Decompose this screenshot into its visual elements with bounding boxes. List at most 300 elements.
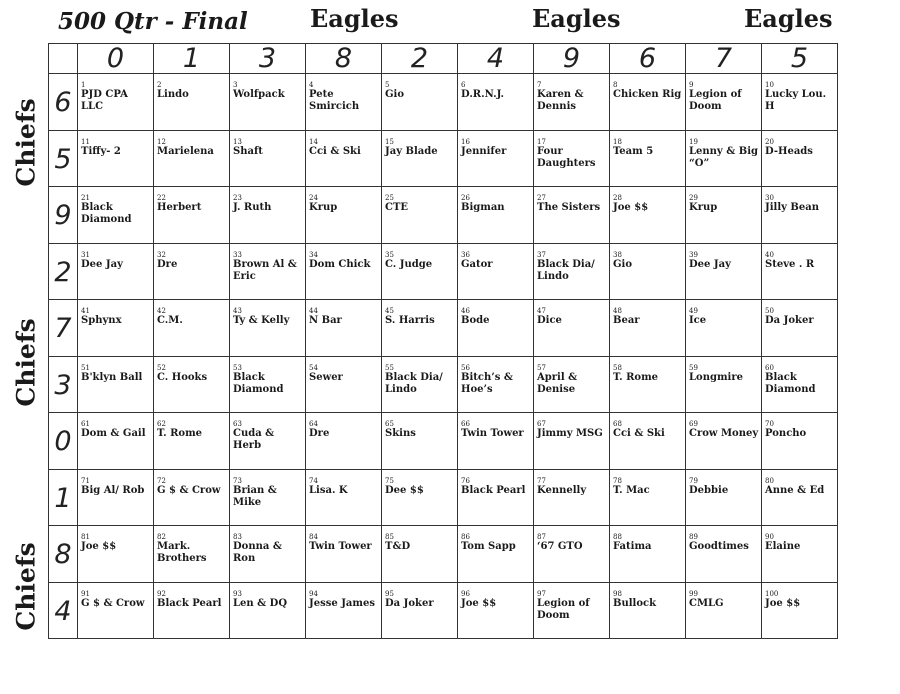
square-number: 75	[385, 476, 394, 485]
square-number: 9	[689, 81, 694, 89]
square-owner-name: C. Hooks	[157, 371, 208, 383]
square-owner-name: Joe $$	[613, 202, 649, 213]
square-number: 86	[461, 533, 470, 541]
square-number: 96	[461, 589, 470, 598]
square-number: 40	[765, 250, 774, 259]
square-number: 66	[461, 420, 470, 428]
square-number: 45	[385, 307, 394, 315]
square-number: 68	[613, 420, 622, 428]
square-number: 8	[613, 81, 618, 89]
square-cell	[686, 74, 762, 131]
square-cell	[458, 413, 534, 470]
square-cell	[230, 582, 306, 639]
square-number: 1	[81, 81, 86, 89]
square-owner-name: CMLG	[689, 597, 724, 609]
square-number: 59	[689, 363, 698, 372]
square-owner-name: T. Rome	[157, 428, 203, 439]
square-number: 13	[233, 137, 242, 146]
square-owner-name: Fatima	[613, 541, 652, 552]
square-number: 57	[537, 363, 546, 372]
square-owner-name: Dee Jay	[81, 258, 123, 270]
square-number: 100	[765, 589, 779, 598]
row-digit: 6	[54, 87, 72, 118]
square-number: 87	[537, 533, 546, 541]
square-cell	[610, 187, 686, 244]
square-owner-name: Poncho	[765, 428, 807, 439]
square-number: 42	[157, 307, 166, 315]
square-owner-name: Gio	[613, 258, 633, 270]
square-cell	[230, 469, 306, 526]
square-cell	[154, 526, 230, 583]
square-owner-name: Cci & Ski	[309, 145, 361, 157]
square-number: 89	[689, 533, 698, 541]
square-cell	[382, 356, 458, 413]
square-number: 10	[765, 81, 774, 89]
column-digit: 1	[154, 44, 230, 74]
grid-row	[49, 187, 838, 244]
square-cell	[610, 413, 686, 470]
row-header-cell	[49, 356, 78, 413]
square-cell	[306, 300, 382, 357]
square-number: 6	[461, 81, 466, 89]
square-cell	[686, 526, 762, 583]
square-number: 19	[689, 137, 698, 146]
square-cell	[534, 300, 610, 357]
square-cell	[686, 130, 762, 187]
square-cell	[610, 469, 686, 526]
square-owner-name: Chicken Rig	[613, 89, 682, 100]
square-number: 2	[157, 81, 162, 89]
square-cell	[686, 356, 762, 413]
square-number: 90	[765, 533, 774, 541]
square-number: 43	[233, 307, 242, 315]
row-digit: 2	[54, 256, 72, 288]
square-number: 41	[81, 307, 90, 315]
column-digit: 7	[686, 44, 762, 74]
square-cell	[762, 356, 838, 413]
square-owner-name: Black Diamond	[765, 371, 816, 395]
square-owner-name: Dom & Gail	[81, 428, 146, 439]
square-owner-name: Shaft	[233, 145, 263, 157]
row-digit: 8	[54, 539, 72, 570]
team-label-side: Chiefs	[11, 98, 41, 187]
square-cell	[78, 469, 154, 526]
square-owner-name: Twin Tower	[309, 541, 372, 552]
square-cell	[154, 130, 230, 187]
square-number: 22	[157, 194, 166, 202]
square-number: 70	[765, 420, 774, 428]
square-owner-name: Mark. Brothers	[157, 541, 207, 564]
square-cell	[534, 413, 610, 470]
square-owner-name: Dice	[537, 315, 562, 326]
square-owner-name: Bullock	[613, 597, 657, 609]
square-owner-name: Four Daughters	[537, 145, 596, 169]
square-owner-name: Bigman	[461, 202, 505, 213]
squares-grid	[48, 43, 838, 639]
square-number: 81	[81, 533, 90, 541]
column-digit: 8	[306, 44, 382, 74]
page-title: 500 Qtr - Final	[58, 8, 248, 35]
column-header-row	[49, 44, 838, 74]
square-cell	[306, 74, 382, 131]
square-cell	[610, 243, 686, 300]
square-cell	[382, 74, 458, 131]
square-cell	[230, 187, 306, 244]
square-cell	[610, 300, 686, 357]
square-owner-name: Dee $$	[385, 484, 424, 496]
square-owner-name: PJD CPA LLC	[81, 89, 128, 112]
square-cell	[78, 74, 154, 131]
square-cell	[230, 243, 306, 300]
row-digit: 1	[54, 482, 72, 514]
square-number: 23	[233, 194, 242, 202]
square-owner-name: Cci & Ski	[613, 428, 665, 439]
square-owner-name: Lucky Lou. H	[765, 89, 827, 112]
row-header-cell	[49, 526, 78, 583]
column-digit: 2	[382, 44, 458, 74]
square-cell	[458, 74, 534, 131]
square-number: 50	[765, 307, 774, 315]
square-cell	[306, 187, 382, 244]
grid-row	[49, 74, 838, 131]
square-cell	[382, 582, 458, 639]
row-header-cell	[49, 74, 78, 131]
column-digit: 5	[762, 44, 838, 74]
square-owner-name: Black Pearl	[461, 484, 526, 496]
column-digit: 6	[610, 44, 686, 74]
team-label-side: Chiefs	[11, 318, 41, 407]
square-number: 98	[613, 589, 622, 598]
square-number: 14	[309, 137, 318, 146]
square-owner-name: T. Rome	[613, 371, 659, 383]
team-label-top: Eagles	[744, 4, 833, 33]
square-cell	[78, 356, 154, 413]
square-cell	[610, 582, 686, 639]
square-cell	[534, 526, 610, 583]
square-number: 95	[385, 589, 394, 598]
square-number: 61	[81, 420, 90, 428]
square-cell	[154, 413, 230, 470]
square-owner-name: Jilly Bean	[765, 202, 819, 213]
row-digit: 0	[54, 426, 72, 457]
square-owner-name: Joe $$	[81, 541, 117, 552]
square-owner-name: Anne & Ed	[765, 484, 825, 496]
square-owner-name: Bear	[613, 315, 640, 326]
square-cell	[154, 243, 230, 300]
square-number: 99	[689, 589, 698, 598]
square-owner-name: Steve . R	[765, 258, 815, 270]
square-cell	[610, 356, 686, 413]
square-number: 12	[157, 137, 166, 146]
square-owner-name: Black Dia/ Lindo	[537, 258, 595, 282]
square-number: 85	[385, 533, 394, 541]
square-cell	[78, 526, 154, 583]
square-owner-name: Twin Tower	[461, 428, 524, 439]
square-cell	[534, 243, 610, 300]
square-number: 37	[537, 250, 546, 259]
square-number: 49	[689, 307, 698, 315]
square-number: 69	[689, 420, 698, 428]
square-number: 32	[157, 250, 166, 259]
square-cell	[762, 187, 838, 244]
corner-cell	[49, 44, 78, 74]
square-cell	[154, 356, 230, 413]
grid-row	[49, 243, 838, 300]
square-owner-name: Lisa. K	[309, 484, 348, 496]
square-owner-name: Da Joker	[765, 315, 814, 326]
square-owner-name: ‘67 GTO	[537, 541, 583, 552]
square-owner-name: Krup	[689, 202, 718, 213]
square-cell	[306, 526, 382, 583]
square-cell	[762, 300, 838, 357]
square-cell	[686, 187, 762, 244]
square-owner-name: April & Denise	[537, 371, 578, 395]
square-owner-name: Tiffy- 2	[81, 145, 121, 157]
row-header-cell	[49, 243, 78, 300]
square-owner-name: Jesse James	[309, 597, 375, 609]
square-owner-name: Legion of Doom	[537, 597, 590, 621]
square-number: 92	[157, 589, 166, 598]
square-owner-name: Black Diamond	[81, 202, 132, 225]
square-owner-name: Krup	[309, 202, 338, 213]
square-cell	[230, 130, 306, 187]
square-cell	[230, 74, 306, 131]
square-cell	[686, 582, 762, 639]
square-number: 31	[81, 250, 90, 259]
square-number: 7	[537, 81, 542, 89]
square-owner-name: Marielena	[157, 145, 214, 157]
square-number: 74	[309, 476, 318, 485]
square-owner-name: Longmire	[689, 371, 743, 383]
team-label-top: Eagles	[532, 4, 621, 33]
square-cell	[534, 74, 610, 131]
square-owner-name: Tom Sapp	[461, 541, 516, 552]
team-label-side: Chiefs	[11, 542, 41, 631]
square-cell	[686, 243, 762, 300]
square-number: 79	[689, 476, 698, 485]
square-owner-name: C. Judge	[385, 258, 433, 270]
square-cell	[382, 413, 458, 470]
square-owner-name: Dre	[157, 258, 178, 270]
square-owner-name: Joe $$	[461, 597, 497, 609]
square-owner-name: Bode	[461, 315, 490, 326]
square-cell	[306, 243, 382, 300]
square-cell	[78, 300, 154, 357]
square-number: 55	[385, 363, 394, 372]
square-number: 76	[461, 476, 470, 485]
square-owner-name: Black Diamond	[233, 371, 284, 395]
square-number: 80	[765, 476, 774, 485]
square-owner-name: Elaine	[765, 541, 801, 552]
square-owner-name: Goodtimes	[689, 541, 749, 552]
square-number: 15	[385, 137, 394, 146]
square-owner-name: Skins	[385, 428, 416, 439]
square-cell	[306, 130, 382, 187]
square-owner-name: N Bar	[309, 315, 342, 326]
square-owner-name: Cuda & Herb	[233, 428, 275, 451]
square-number: 67	[537, 420, 546, 428]
square-number: 48	[613, 307, 622, 315]
square-number: 78	[613, 476, 622, 485]
square-owner-name: Ice	[689, 315, 707, 326]
team-label-top: Eagles	[310, 4, 399, 33]
square-number: 29	[689, 194, 698, 202]
grid-row	[49, 582, 838, 639]
square-number: 28	[613, 194, 622, 202]
column-digit: 0	[78, 44, 154, 74]
square-owner-name: D.R.N.J.	[461, 89, 505, 100]
square-cell	[458, 526, 534, 583]
square-number: 93	[233, 589, 242, 598]
square-cell	[762, 130, 838, 187]
square-cell	[230, 526, 306, 583]
square-owner-name: Crow Money	[689, 428, 759, 439]
square-number: 71	[81, 476, 90, 485]
square-number: 83	[233, 533, 242, 541]
square-number: 91	[81, 589, 90, 598]
square-owner-name: Dom Chick	[309, 258, 371, 270]
square-owner-name: C.M.	[157, 315, 183, 326]
square-number: 36	[461, 250, 470, 259]
row-digit: 3	[54, 369, 72, 401]
square-owner-name: T. Mac	[613, 484, 650, 496]
square-cell	[154, 469, 230, 526]
row-header-cell	[49, 582, 78, 639]
square-owner-name: Herbert	[157, 202, 202, 213]
square-number: 34	[309, 250, 318, 259]
square-number: 5	[385, 81, 390, 89]
square-cell	[382, 187, 458, 244]
square-cell	[762, 74, 838, 131]
square-cell	[78, 243, 154, 300]
square-cell	[154, 300, 230, 357]
square-number: 65	[385, 420, 394, 428]
square-number: 27	[537, 194, 546, 202]
square-cell	[534, 469, 610, 526]
square-owner-name: Pete Smircich	[309, 89, 360, 112]
square-owner-name: Brown Al & Eric	[233, 258, 297, 282]
square-number: 53	[233, 363, 242, 372]
square-owner-name: Legion of Doom	[689, 89, 742, 112]
square-cell	[762, 582, 838, 639]
square-number: 60	[765, 363, 774, 372]
square-owner-name: S. Harris	[385, 315, 435, 326]
row-header-cell	[49, 413, 78, 470]
row-header-cell	[49, 187, 78, 244]
square-cell	[762, 413, 838, 470]
square-cell	[78, 187, 154, 244]
square-number: 18	[613, 137, 622, 146]
square-cell	[306, 582, 382, 639]
square-number: 44	[309, 307, 318, 315]
square-cell	[534, 130, 610, 187]
square-number: 17	[537, 137, 546, 146]
square-number: 47	[537, 307, 546, 315]
square-owner-name: B'klyn Ball	[81, 371, 143, 383]
square-owner-name: Jennifer	[461, 145, 507, 157]
column-digit: 3	[230, 44, 306, 74]
row-header-cell	[49, 469, 78, 526]
square-owner-name: Da Joker	[385, 597, 434, 609]
square-number: 38	[613, 250, 622, 259]
square-owner-name: Jay Blade	[385, 145, 438, 157]
column-digit: 4	[458, 44, 534, 74]
square-owner-name: Wolfpack	[233, 89, 285, 100]
square-owner-name: Team 5	[613, 145, 654, 157]
square-owner-name: T&D	[385, 541, 411, 552]
square-cell	[230, 300, 306, 357]
square-number: 52	[157, 363, 166, 372]
square-cell	[230, 356, 306, 413]
grid-row	[49, 469, 838, 526]
square-cell	[458, 356, 534, 413]
square-number: 58	[613, 363, 622, 372]
square-number: 97	[537, 589, 546, 598]
square-owner-name: Joe $$	[765, 597, 801, 609]
square-owner-name: Donna & Ron	[233, 541, 282, 564]
square-number: 25	[385, 194, 394, 202]
square-cell	[610, 130, 686, 187]
square-owner-name: CTE	[385, 202, 409, 213]
square-owner-name: Ty & Kelly	[233, 315, 290, 326]
square-owner-name: Jimmy MSG	[537, 428, 603, 439]
square-number: 16	[461, 137, 470, 146]
square-number: 88	[613, 533, 622, 541]
square-owner-name: Sewer	[309, 371, 343, 383]
square-number: 35	[385, 250, 394, 259]
square-cell	[762, 526, 838, 583]
square-owner-name: Brian & Mike	[233, 484, 277, 508]
square-cell	[154, 187, 230, 244]
column-digit: 9	[534, 44, 610, 74]
square-cell	[458, 130, 534, 187]
square-number: 82	[157, 533, 166, 541]
square-cell	[78, 130, 154, 187]
square-owner-name: The Sisters	[537, 202, 601, 213]
square-owner-name: G $ & Crow	[81, 597, 145, 609]
square-number: 54	[309, 363, 318, 372]
square-owner-name: Big Al/ Rob	[81, 484, 145, 496]
square-owner-name: J. Ruth	[233, 202, 272, 213]
square-cell	[534, 187, 610, 244]
square-number: 20	[765, 137, 774, 146]
square-cell	[306, 469, 382, 526]
square-cell	[610, 526, 686, 583]
square-cell	[78, 413, 154, 470]
square-owner-name: Gator	[461, 258, 493, 270]
square-owner-name: Black Pearl	[157, 597, 222, 609]
square-cell	[458, 187, 534, 244]
square-number: 51	[81, 363, 90, 372]
grid-row	[49, 300, 838, 357]
square-owner-name: Gio	[385, 89, 405, 100]
square-owner-name: Lindo	[157, 89, 189, 100]
square-number: 3	[233, 81, 238, 89]
square-owner-name: Debbie	[689, 484, 729, 496]
square-cell	[78, 582, 154, 639]
square-number: 46	[461, 307, 470, 315]
square-owner-name: Karen & Dennis	[537, 89, 584, 112]
square-cell	[306, 413, 382, 470]
row-header-cell	[49, 130, 78, 187]
square-cell	[686, 469, 762, 526]
grid-row	[49, 356, 838, 413]
square-cell	[762, 243, 838, 300]
square-number: 26	[461, 194, 470, 202]
square-cell	[306, 356, 382, 413]
grid-row	[49, 130, 838, 187]
square-number: 64	[309, 420, 318, 428]
